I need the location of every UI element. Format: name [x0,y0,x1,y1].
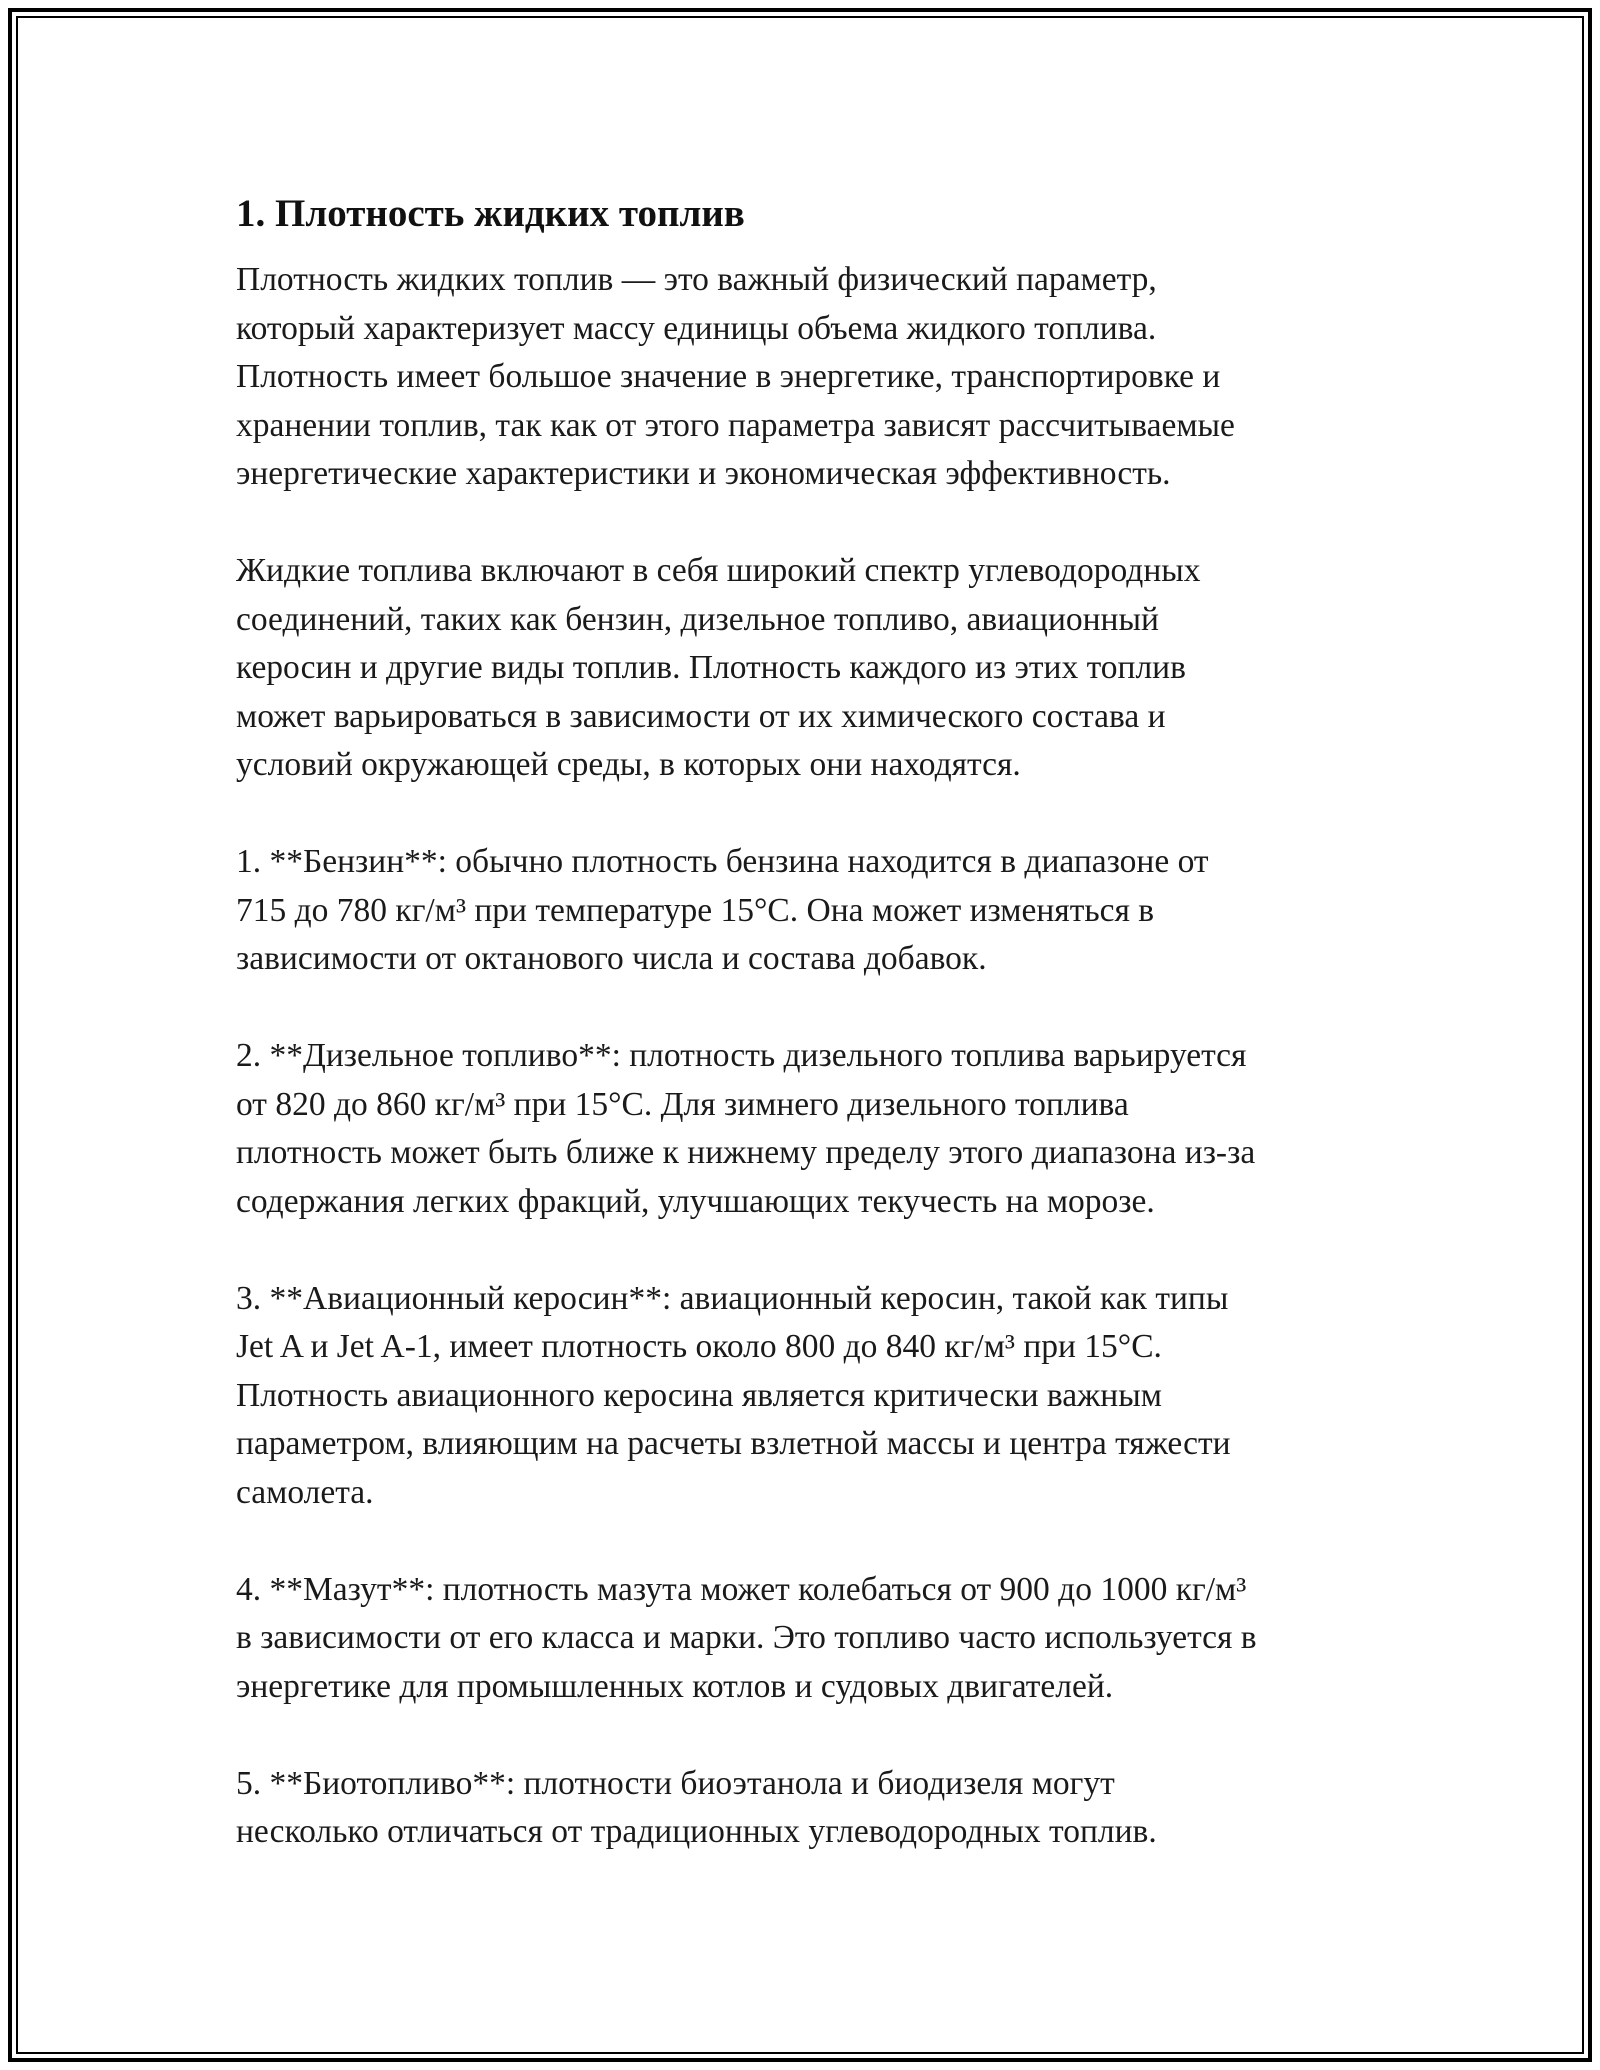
document-body [236,186,1366,1905]
paragraph-fuel-types: Жидкие топлива включают в себя широкий спектр углеводородных соединений, таких как бензин, дизельное топливо, авиационный керосин и другие виды топлив. Плотность каждого из этих топлив может варьироваться в зависимости от их химического состава и условий окружающей среды, в которых они находятся. [236,552,1201,783]
list-item-gasoline: 1. **Бензин**: обычно плотность бензина находится в диапазоне от 715 до 780 кг/м³ при температуре 15°C. Она может изменяться в зависимости от октанового числа и состава добавок. [236,843,1209,977]
list-item-jet-kerosene: 3. **Авиационный керосин**: авиационный керосин, такой как типы Jet A и Jet A-1, имеет плотность около 800 до 840 кг/м³ при 15°C. Плотность авиационного керосина является критически важным параметром, влияющим на расчеты взлетной массы и центра тяжести самолета. [236,1279,1231,1511]
section-heading: 1. Плотность жидких топлив [236,192,745,235]
list-item-diesel: 2. **Дизельное топливо**: плотность дизельного топлива варьируется от 820 до 860 кг/м³ при 15°C. Для зимнего дизельного топлива плотность может быть ближе к нижнему пределу этого диапазона из-за содержания легких фракций, улучшающих текучесть на морозе. [236,1037,1256,1220]
list-item-biofuel: 5. **Биотопливо**: плотности биоэтанола и биодизеля могут несколько отличаться от традиционных углеводородных топлив. [236,1764,1157,1850]
paragraph-intro: Плотность жидких топлив — это важный физический параметр, который характеризует массу единицы объема жидкого топлива. Плотность имеет большое значение в энергетике, транспортировке и хранении топлив, так как от этого параметра зависят рассчитываемые энергетические характеристики и экономическая эффективность. [236,261,1235,492]
list-item-fuel-oil: 4. **Мазут**: плотность мазута может колебаться от 900 до 1000 кг/м³ в зависимости от его класса и марки. Это топливо часто используется в энергетике для промышленных котлов и судовых двигателей. [236,1570,1257,1705]
